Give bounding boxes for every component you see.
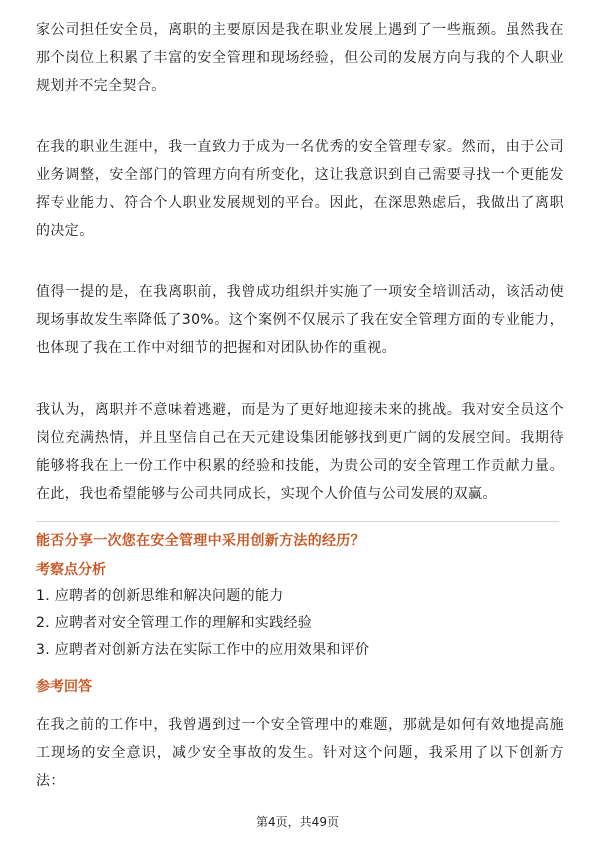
- page-number: 第4页，共49页: [256, 815, 339, 829]
- assessment-points-list: [36, 583, 369, 664]
- section-divider: [36, 521, 559, 522]
- reference-answer-text: 在我之前的工作中，我曾遇到过一个安全管理中的难题，那就是如何有效地提高施工现场的安全意识，减少安全事故的发生。针对这个问题，我采用了以下创新方法：: [36, 717, 564, 789]
- list-item: 2. 应聘者对安全管理工作的理解和实践经验: [36, 615, 313, 631]
- body-paragraph-4: 我认为，离职并不意味着逃避，而是为了更好地迎接未来的挑战。我对安全员这个岗位充满热情，并且坚信自己在天元建设集团能够找到更广阔的发展空间。我期待能够将我在上一份工作中积累的经验和技能，为贵公司的安全管理工作贡献力量。在此，我也希望能够与公司共同成长，实现个人价值与公司发展的双赢。: [36, 402, 564, 502]
- body-paragraph-2: 在我的职业生涯中，我一直致力于成为一名优秀的安全管理专家。然而，由于公司业务调整，安全部门的管理方向有所变化，这让我意识到自己需要寻找一个更能发挥专业能力、符合个人职业发展规划的平台。因此，在深思熟虑后，我做出了离职的决定。: [36, 139, 564, 239]
- assessment-points-label: 考察点分析: [36, 562, 106, 578]
- body-paragraph-1: 家公司担任安全员，离职的主要原因是我在职业发展上遇到了一些瓶颈。虽然我在那个岗位上积累了丰富的安全管理和现场经验，但公司的发展方向与我的个人职业规划并不完全契合。: [36, 22, 564, 94]
- list-item: 1. 应聘者的创新思维和解决问题的能力: [36, 588, 284, 604]
- reference-answer-label: 参考回答: [36, 679, 92, 695]
- question-heading: 能否分享一次您在安全管理中采用创新方法的经历？: [36, 533, 365, 549]
- list-item: 3. 应聘者对创新方法在实际工作中的应用效果和评价: [36, 642, 370, 658]
- body-paragraph-3: 值得一提的是，在我离职前，我曾成功组织并实施了一项安全培训活动，该活动使现场事故发生率降低了30%。这个案例不仅展示了我在安全管理方面的专业能力，也体现了我在工作中对细节的把握和对团队协作的重视。: [36, 284, 564, 356]
